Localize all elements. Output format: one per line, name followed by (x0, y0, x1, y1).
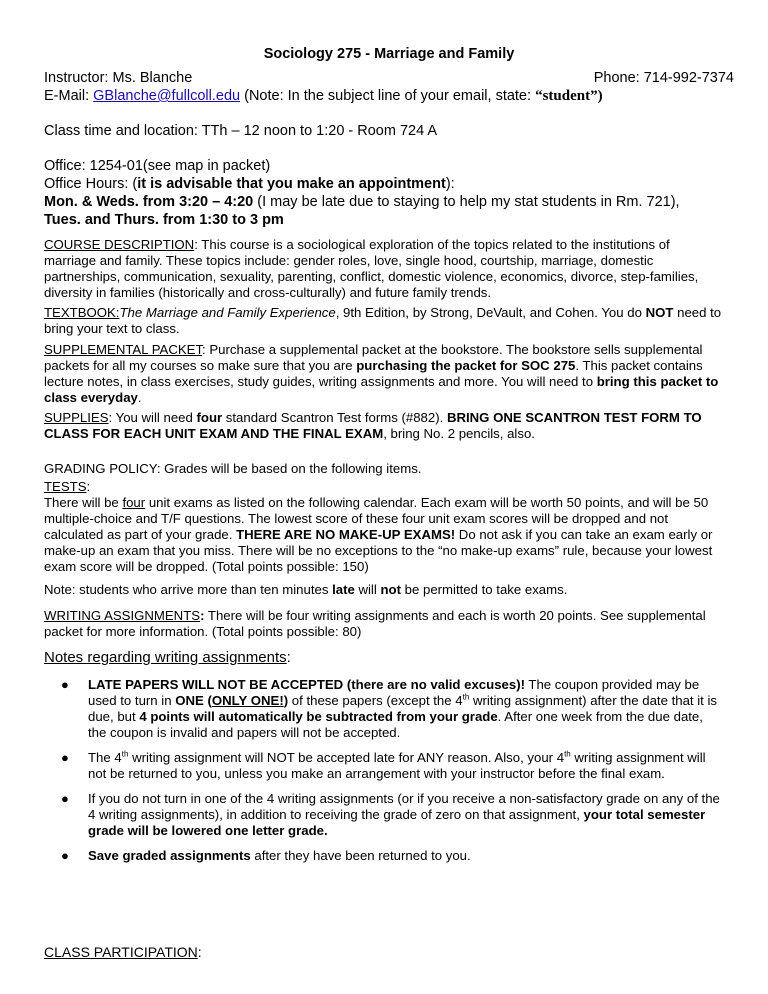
email-label: E-Mail: (44, 88, 90, 104)
course-title: Sociology 275 - Marriage and Family (263, 46, 515, 62)
supplies: SUPPLIES: You will need four standard Scantron Test forms (#882). BRING ONE SCANTRON TEST FORM TO CLASS FOR EACH UNIT EXAM AND THE FINAL EXAM, bring No. 2 pencils, also. (44, 410, 702, 441)
notes-heading: Notes regarding writing assignments (44, 649, 287, 666)
bullet-icon: ● (61, 848, 69, 863)
class-participation-heading: CLASS PARTICIPATION (44, 944, 198, 960)
list-item: ● If you do not turn in one of the 4 writing assignments (or if you receive a non-satisfactory grade on any of the 4 writing assignments), in addition to receiving the grade of zero on that assignment, your total semester grade will be lowered one letter grade. (61, 791, 720, 838)
course-description-heading: COURSE DESCRIPTION (44, 237, 195, 252)
textbook-heading: TEXTBOOK: (44, 305, 120, 320)
writing-assignments: WRITING ASSIGNMENTS: There will be four writing assignments and each is worth 20 points. See supplemental packet for more information. (Total points possible: 80) (44, 608, 706, 639)
late-arrival-note: Note: students who arrive more than ten minutes late will not be permitted to take exams. (44, 582, 568, 597)
writing-heading: WRITING ASSIGNMENTS (44, 608, 201, 623)
email-note-value: “student”) (535, 88, 603, 104)
tests-text: There will be four unit exams as listed on the following calendar. Each exam will be worth 50 points, and will be 50 multiple-choice and T/F questions. The lowest score of these four unit exam scores will be dropped and not calculated as part of your grade. THERE ARE NO MAKE-UP EXAMS! Do not ask if you can take an exam early or make-up an exam that you miss. There will be no exceptions to the “no make-up exams” rule, because your lowest exam score will be dropped. (Total points possible: 150) (44, 495, 713, 574)
class-participation-line: CLASS PARTICIPATION: (44, 944, 202, 960)
supplies-heading: SUPPLIES (44, 410, 109, 425)
supplemental-packet: SUPPLEMENTAL PACKET: Purchase a supplemental packet at the bookstore. The bookstore sells supplemental packets for all my courses so make sure that you are purchasing the packet for SOC 275. This packet contains lecture notes, in class exercises, study guides, writing assignments and more. You will need to bring this packet to class everyday. (44, 342, 719, 405)
notes-heading-line: Notes regarding writing assignments: (44, 649, 291, 666)
office-hours: Office Hours: (it is advisable that you make an appointment): (44, 176, 455, 192)
instructor-phone: Phone: 714-992-7374 (593, 70, 734, 86)
textbook: TEXTBOOK:The Marriage and Family Experience, 9th Edition, by Strong, DeVault, and Cohen. You do NOT need to bring your text to class. (44, 305, 722, 336)
office-hours-advice: it is advisable that you make an appointment (137, 176, 446, 192)
list-item: ● Save graded assignments after they have been returned to you. (61, 848, 471, 863)
supplemental-heading: SUPPLEMENTAL PACKET (44, 342, 203, 357)
writing-notes-list (44, 677, 734, 873)
instructor-name: Instructor: Ms. Blanche (44, 70, 193, 86)
office-location: Office: 1254-01(see map in packet) (44, 158, 271, 174)
bullet-icon: ● (61, 750, 69, 765)
email-line (44, 88, 603, 105)
class-time: Class time and location: TTh – 12 noon to 1:20 - Room 724 A (44, 123, 438, 139)
list-item: ● The 4th writing assignment will NOT be accepted late for ANY reason. Also, your 4th writing assignment will not be returned to you, unless you make an arrangement with your instructor before the final exam. (61, 749, 706, 781)
course-description: COURSE DESCRIPTION: This course is a sociological exploration of the topics related to the institutions of marriage and family. These topics include: gender roles, love, single hood, courtship, marriage, domestic partnerships, communication, sexuality, parenting, conflict, domestic violence, economics, divorce, step-families, diversity in families (historically and cross-culturally) and future family trends. (44, 237, 699, 300)
bullet-icon: ● (61, 677, 69, 692)
hours-line-2: Tues. and Thurs. from 1:30 to 3 pm (44, 212, 284, 228)
grading-policy: GRADING POLICY: Grades will be based on the following items. (44, 461, 422, 476)
tests-heading-line: TESTS: (44, 479, 91, 494)
textbook-title: The Marriage and Family Experience (119, 305, 336, 320)
tests-heading: TESTS (44, 479, 87, 494)
email-link[interactable]: GBlanche@fullcoll.edu (93, 88, 241, 104)
list-item: ● LATE PAPERS WILL NOT BE ACCEPTED (there are no valid excuses)! The coupon provided may be used to turn in ONE (ONLY ONE!) of these papers (except the 4th writing assignment) after the date that it is due, but 4 points will automatically be subtracted from your grade. After one week from the due date, the coupon is invalid and papers will not be accepted. (61, 677, 718, 740)
hours-line-1: Mon. & Weds. from 3:20 – 4:20 (I may be late due to staying to help my stat students in Rm. 721), (44, 194, 680, 210)
bullet-icon: ● (61, 791, 69, 806)
email-note: (Note: In the subject line of your email, state: (244, 88, 532, 104)
